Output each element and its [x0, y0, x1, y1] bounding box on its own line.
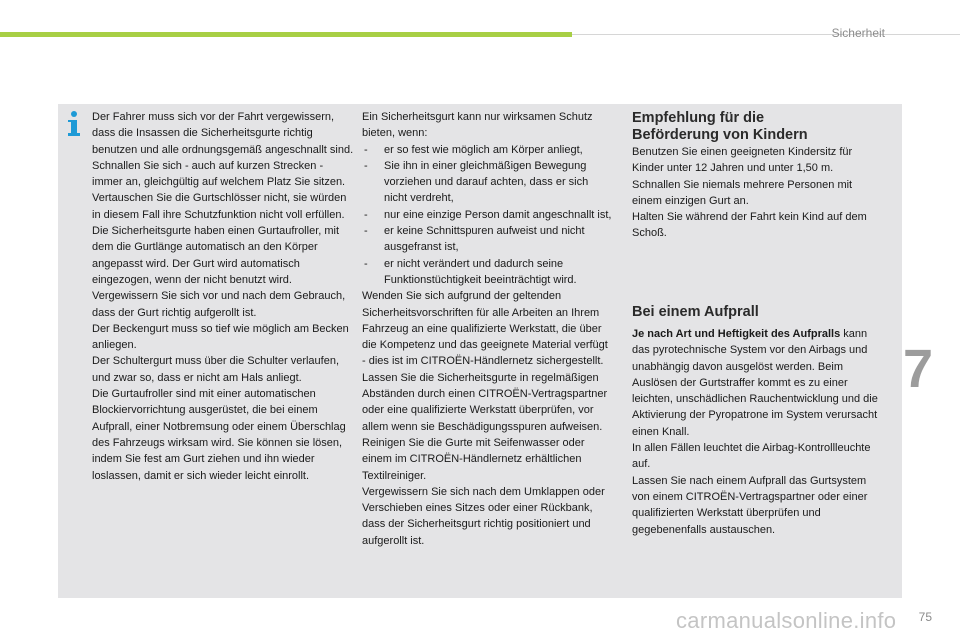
- header-rule: [572, 34, 960, 35]
- column-children-impact: [632, 110, 884, 536]
- impact-lead: Je nach Art und Heftigkeit des Aufpralls: [632, 328, 841, 340]
- children-heading: Empfehlung für die Beförderung von Kindern: [632, 110, 808, 143]
- watermark: carmanualsonline.info: [676, 608, 897, 633]
- conditions-list: [362, 142, 612, 289]
- page-number: 75: [918, 610, 932, 624]
- children-text: Benutzen Sie einen geeigneten Kindersitz für Kinder unter 12 Jahren und unter 1,50 m. Schnallen Sie niemals mehrere Personen mit einem einzigen Gurt an. Halten Sie während der Fahrt kein Kind auf dem Schoß.: [632, 146, 867, 240]
- column-seatbelt-usage: [92, 109, 354, 484]
- list-item: - Sie ihn in einer gleichmäßigen Bewegung vorziehen und darauf achten, dass er sich nicht verdreht,: [364, 159, 589, 205]
- conditions-intro: Ein Sicherheitsgurt kann nur wirksamen Schutz bieten, wenn:: [362, 111, 593, 140]
- chapter-number: 7: [903, 339, 934, 399]
- impact-text: Je nach Art und Heftigkeit des Aufpralls kann das pyrotechnische System vor den Airbags und unabhängig davon ausgelöst werden. Beim Auslösen der Gurtstraffer kommt es zu einer leichten, unschädlichen Rauchentwicklung und die Aktivierung der Pyropatrone im System verursacht einen Knall. In allen Fällen leuchtet die Airbag-Kontrollleuchte auf. Lassen Sie nach einem Aufprall das Gurtsystem von einem CITROËN-Vertragspartner oder einer qualifizierten Werkstatt überprüfen und gegebenenfalls austauschen.: [632, 328, 878, 536]
- list-item: - nur eine einzige Person damit angeschnallt ist,: [364, 208, 612, 221]
- info-icon: [64, 111, 84, 139]
- maintenance-text: Wenden Sie sich aufgrund der geltenden Sicherheitsvorschriften für alle Arbeiten an Ihrem Fahrzeug an eine qualifizierte Werkstatt, die über die Kompetenz und das geeignete Material verfügt - dies ist im CITROËN-Händlernetz sichergestellt. Lassen Sie die Sicherheitsgurte in regelmäßigen Abständen durch einen CITROËN-Vertragspartner oder eine qualifizierte Werkstatt überprüfen, vor allem wenn sie Beschädigungsspuren aufweisen. Reinigen Sie die Gurte mit Seifenwasser oder einem im CITROËN-Händlernetz erhältlichen Textilreiniger. Vergewissern Sie sich nach dem Umklappen oder Verschieben eines Sitzes oder einer Rückbank, dass der Sicherheitsgurt richtig positioniert und aufgerollt ist.: [362, 290, 608, 547]
- section-title: Sicherheit: [831, 26, 885, 40]
- list-item: - er so fest wie möglich am Körper anliegt,: [364, 143, 583, 156]
- header-accent-bar: [0, 32, 572, 37]
- impact-heading: Bei einem Aufprall: [632, 304, 759, 320]
- column-seatbelt-conditions: [362, 109, 612, 549]
- list-item: - er keine Schnittspuren aufweist und nicht ausgefranst ist,: [364, 225, 585, 254]
- seatbelt-usage-text: Der Fahrer muss sich vor der Fahrt vergewissern, dass die Insassen die Sicherheitsgurte richtig benutzen und alle ordnungsgemäß angeschnallt sind. Schnallen Sie sich - auch auf kurzen Strecken - immer an, gleichgültig auf welchem Platz Sie sitzen. Vertauschen Sie die Gurtschlösser nicht, sie würden in diesem Fall ihre Schutzfunktion nicht voll erfüllen. Die Sicherheitsgurte haben einen Gurtaufroller, mit dem die Gurtlänge automatisch an den Körper angepasst wird. Der Gurt wird automatisch eingezogen, wenn der nicht benutzt wird. Vergewissern Sie sich vor und nach dem Gebrauch, dass der Gurt richtig aufgerollt ist. Der Beckengurt muss so tief wie möglich am Becken anliegen. Der Schultergurt muss über die Schulter verlaufen, und zwar so, dass er nicht am Hals anliegt. Die Gurtaufroller sind mit einer automatischen Blockiervorrichtung ausgerüstet, die bei einem Aufprall, einer Notbremsung oder einem Überschlag des Fahrzeugs wirksam wird. Sie können sie lösen, indem Sie fest am Gurt ziehen und ihn wieder loslassen, damit er sich wieder leicht einrollt.: [92, 111, 354, 482]
- list-item: - er nicht verändert und dadurch seine Funktionstüchtigkeit beeinträchtigt wird.: [364, 257, 577, 286]
